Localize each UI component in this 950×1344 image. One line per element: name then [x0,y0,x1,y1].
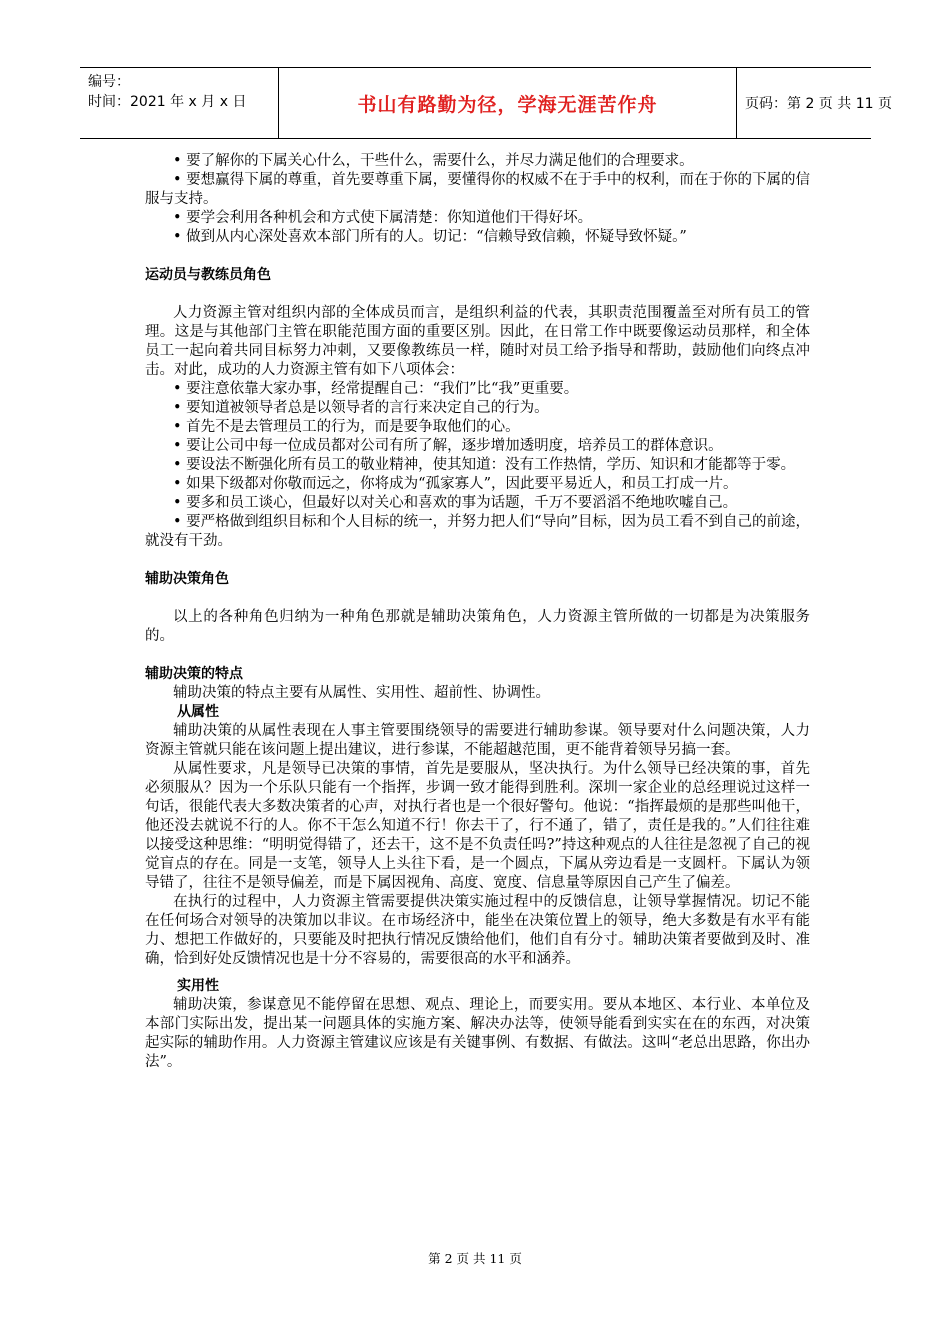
bullet-item: • 要学会利用各种机会和方式使下属清楚：你知道他们干得好坏。 [173,210,593,226]
header-motto: 书山有路勤为径，学海无涯苦作舟 [279,68,737,138]
document-date: 时间：2021 年 x 月 x 日 [88,94,247,110]
bullet-item: • 要注意依靠大家办事，经常提醒自己：“我们”比“我”更重要。 [173,381,579,397]
document-number: 编号： [88,74,130,90]
paragraph: 辅助决策的从属性表现在人事主管要围绕领导的需要进行辅助参谋。领导要对什么问题决策，人力资源主管就只能在该问题上提出建议，进行参谋，不能超越范围，更不能背着领导另搞一套。 [145,723,810,758]
header-page-info: 页码：第 2 页 共 11 页 [745,96,892,112]
bullet-item: • 要严格做到组织目标和个人目标的统一，并努力把人们“导向”目标，因为员工看不到自己的前途，就没有干劲。 [145,514,810,549]
bullet-item: • 要想赢得下属的尊重，首先要尊重下属，要懂得你的权威不在于手中的权利，而在于你的下属的信服与支持。 [145,172,810,207]
subsection-heading: 从属性 [177,704,219,720]
bullet-item: • 要多和员工谈心，但最好以对关心和喜欢的事为话题，千万不要滔滔不绝地吹嘘自己。 [173,495,738,511]
paragraph: 人力资源主管对组织内部的全体成员而言，是组织利益的代表，其职责范围覆盖至对所有员工的管理。这是与其他部门主管在职能范围方面的重要区别。因此，在日常工作中既要像运动员那样，和全体员工一起向着共同目标努力冲刺，又要像教练员一样，随时对员工给予指导和帮助，鼓励他们向终点冲击。对此，成功的人力资源主管有如下八项体会： [145,305,810,378]
section-heading: 辅助决策的特点 [145,666,243,682]
bullet-item: • 要了解你的下属关心什么，干些什么，需要什么，并尽力满足他们的合理要求。 [173,153,694,169]
bullet-item: • 做到从内心深处喜欢本部门所有的人。切记：“信赖导致信赖，怀疑导致怀疑。” [173,229,687,245]
subsection-heading: 实用性 [177,978,219,994]
paragraph: 辅助决策的特点主要有从属性、实用性、超前性、协调性。 [173,685,550,701]
document-body [145,152,810,1072]
bullet-item: • 如果下级都对你敬而远之，你将成为“孤家寡人”，因此要平易近人，和员工打成一片。 [173,476,738,492]
paragraph: 在执行的过程中，人力资源主管需要提供决策实施过程中的反馈信息，让领导掌握情况。切记不能在任何场合对领导的决策加以非议。在市场经济中，能坐在决策位置上的领导，绝大多数是有水平有能力、想把工作做好的，只要能及时把执行情况反馈给他们，他们自有分寸。辅助决策者要做到及时、准确，恰到好处反馈情况也是十分不容易的，需要很高的水平和涵养。 [145,894,810,967]
bullet-item: • 首先不是去管理员工的行为，而是要争取他们的心。 [173,419,520,435]
paragraph: 辅助决策，参谋意见不能停留在思想、观点、理论上，而要实用。要从本地区、本行业、本单位及本部门实际出发，提出某一问题具体的实施方案、解决办法等，使领导能看到实实在在的东西，对决策起实际的辅助作用。人力资源主管建议应该是有关键事例、有数据、有做法。这叫“老总出思路，你出办法”。 [145,997,810,1070]
paragraph: 从属性要求，凡是领导已决策的事情，首先是要服从，坚决执行。为什么领导已经决策的事，首先必须服从？因为一个乐队只能有一个指挥，步调一致才能得到胜利。深圳一家企业的总经理说过这样一句话，很能代表大多数决策者的心声，对执行者也是一个很好警句。他说：“指挥最烦的是那些叫他干，他还没去就说不行的人。你不干怎么知道不行！你去干了，行不通了，错了，责任是我的。”人们往往难以接受这种思维：“明明觉得错了，还去干，这不是不负责任吗?”持这种观点的人往往是忽视了自己的视觉盲点的存在。同是一支笔，领导人上头往下看，是一个圆点，下属从旁边看是一支圆杆。下属认为领导错了，往往不是领导偏差，而是下属因视角、高度、宽度、信息量等原因自己产生了偏差。 [145,761,810,891]
paragraph: 以上的各种角色归纳为一种角色那就是辅助决策角色，人力资源主管所做的一切都是为决策服务的。 [145,609,810,644]
bullet-item: • 要让公司中每一位成员都对公司有所了解，逐步增加透明度，培养员工的群体意识。 [173,438,723,454]
section-heading: 运动员与教练员角色 [145,267,271,283]
section-heading: 辅助决策角色 [145,571,229,587]
header-meta [80,68,279,138]
page-header [80,67,892,139]
page-footer: 第 2 页 共 11 页 [428,1251,522,1266]
bullet-item: • 要知道被领导者总是以领导者的言行来决定自己的行为。 [173,400,549,416]
bullet-item: • 要设法不断强化所有员工的敬业精神，使其知道：没有工作热情，学历、知识和才能都等于零。 [173,457,796,473]
